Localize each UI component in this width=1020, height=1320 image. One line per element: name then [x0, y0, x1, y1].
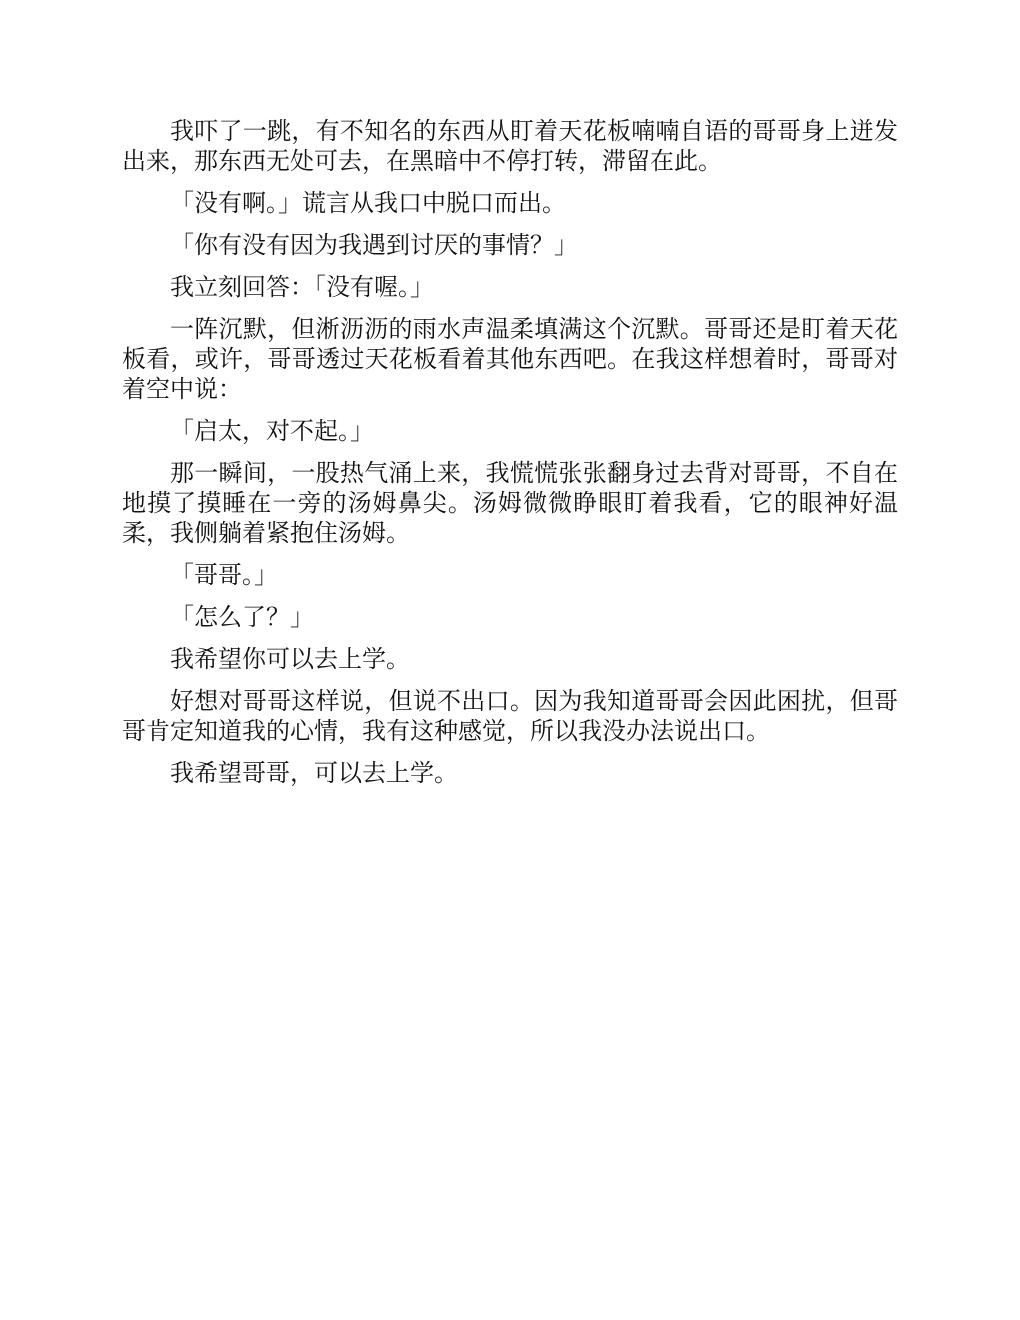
document-page — [122, 116, 898, 800]
paragraph: 我希望哥哥，可以去上学。 — [170, 759, 458, 787]
paragraph: 「启太，对不起。」 — [170, 417, 374, 445]
paragraph: 「没有啊。」谎言从我口中脱口而出。 — [170, 189, 566, 217]
paragraph: 我希望你可以去上学。 — [170, 645, 410, 673]
paragraph: 我吓了一跳，有不知名的东西从盯着天花板喃喃自语的哥哥身上迸发出来，那东西无处可去，在黑暗中不停打转，滞留在此。 — [122, 117, 898, 175]
paragraph: 一阵沉默，但淅沥沥的雨水声温柔填满这个沉默。哥哥还是盯着天花板看，或许，哥哥透过天花板看着其他东西吧。在我这样想着时，哥哥对着空中说： — [122, 315, 898, 403]
paragraph: 「哥哥。」 — [170, 561, 278, 589]
paragraph: 「你有没有因为我遇到讨厌的事情？」 — [170, 231, 578, 259]
paragraph: 「怎么了？」 — [170, 603, 314, 631]
paragraph: 我立刻回答：「没有喔。」 — [170, 273, 434, 301]
paragraph: 那一瞬间，一股热气涌上来，我慌慌张张翻身过去背对哥哥，不自在地摸了摸睡在一旁的汤姆鼻尖。汤姆微微睁眼盯着我看，它的眼神好温柔，我侧躺着紧抱住汤姆。 — [122, 459, 898, 547]
paragraph: 好想对哥哥这样说，但说不出口。因为我知道哥哥会因此困扰，但哥哥肯定知道我的心情，我有这种感觉，所以我没办法说出口。 — [122, 687, 898, 745]
